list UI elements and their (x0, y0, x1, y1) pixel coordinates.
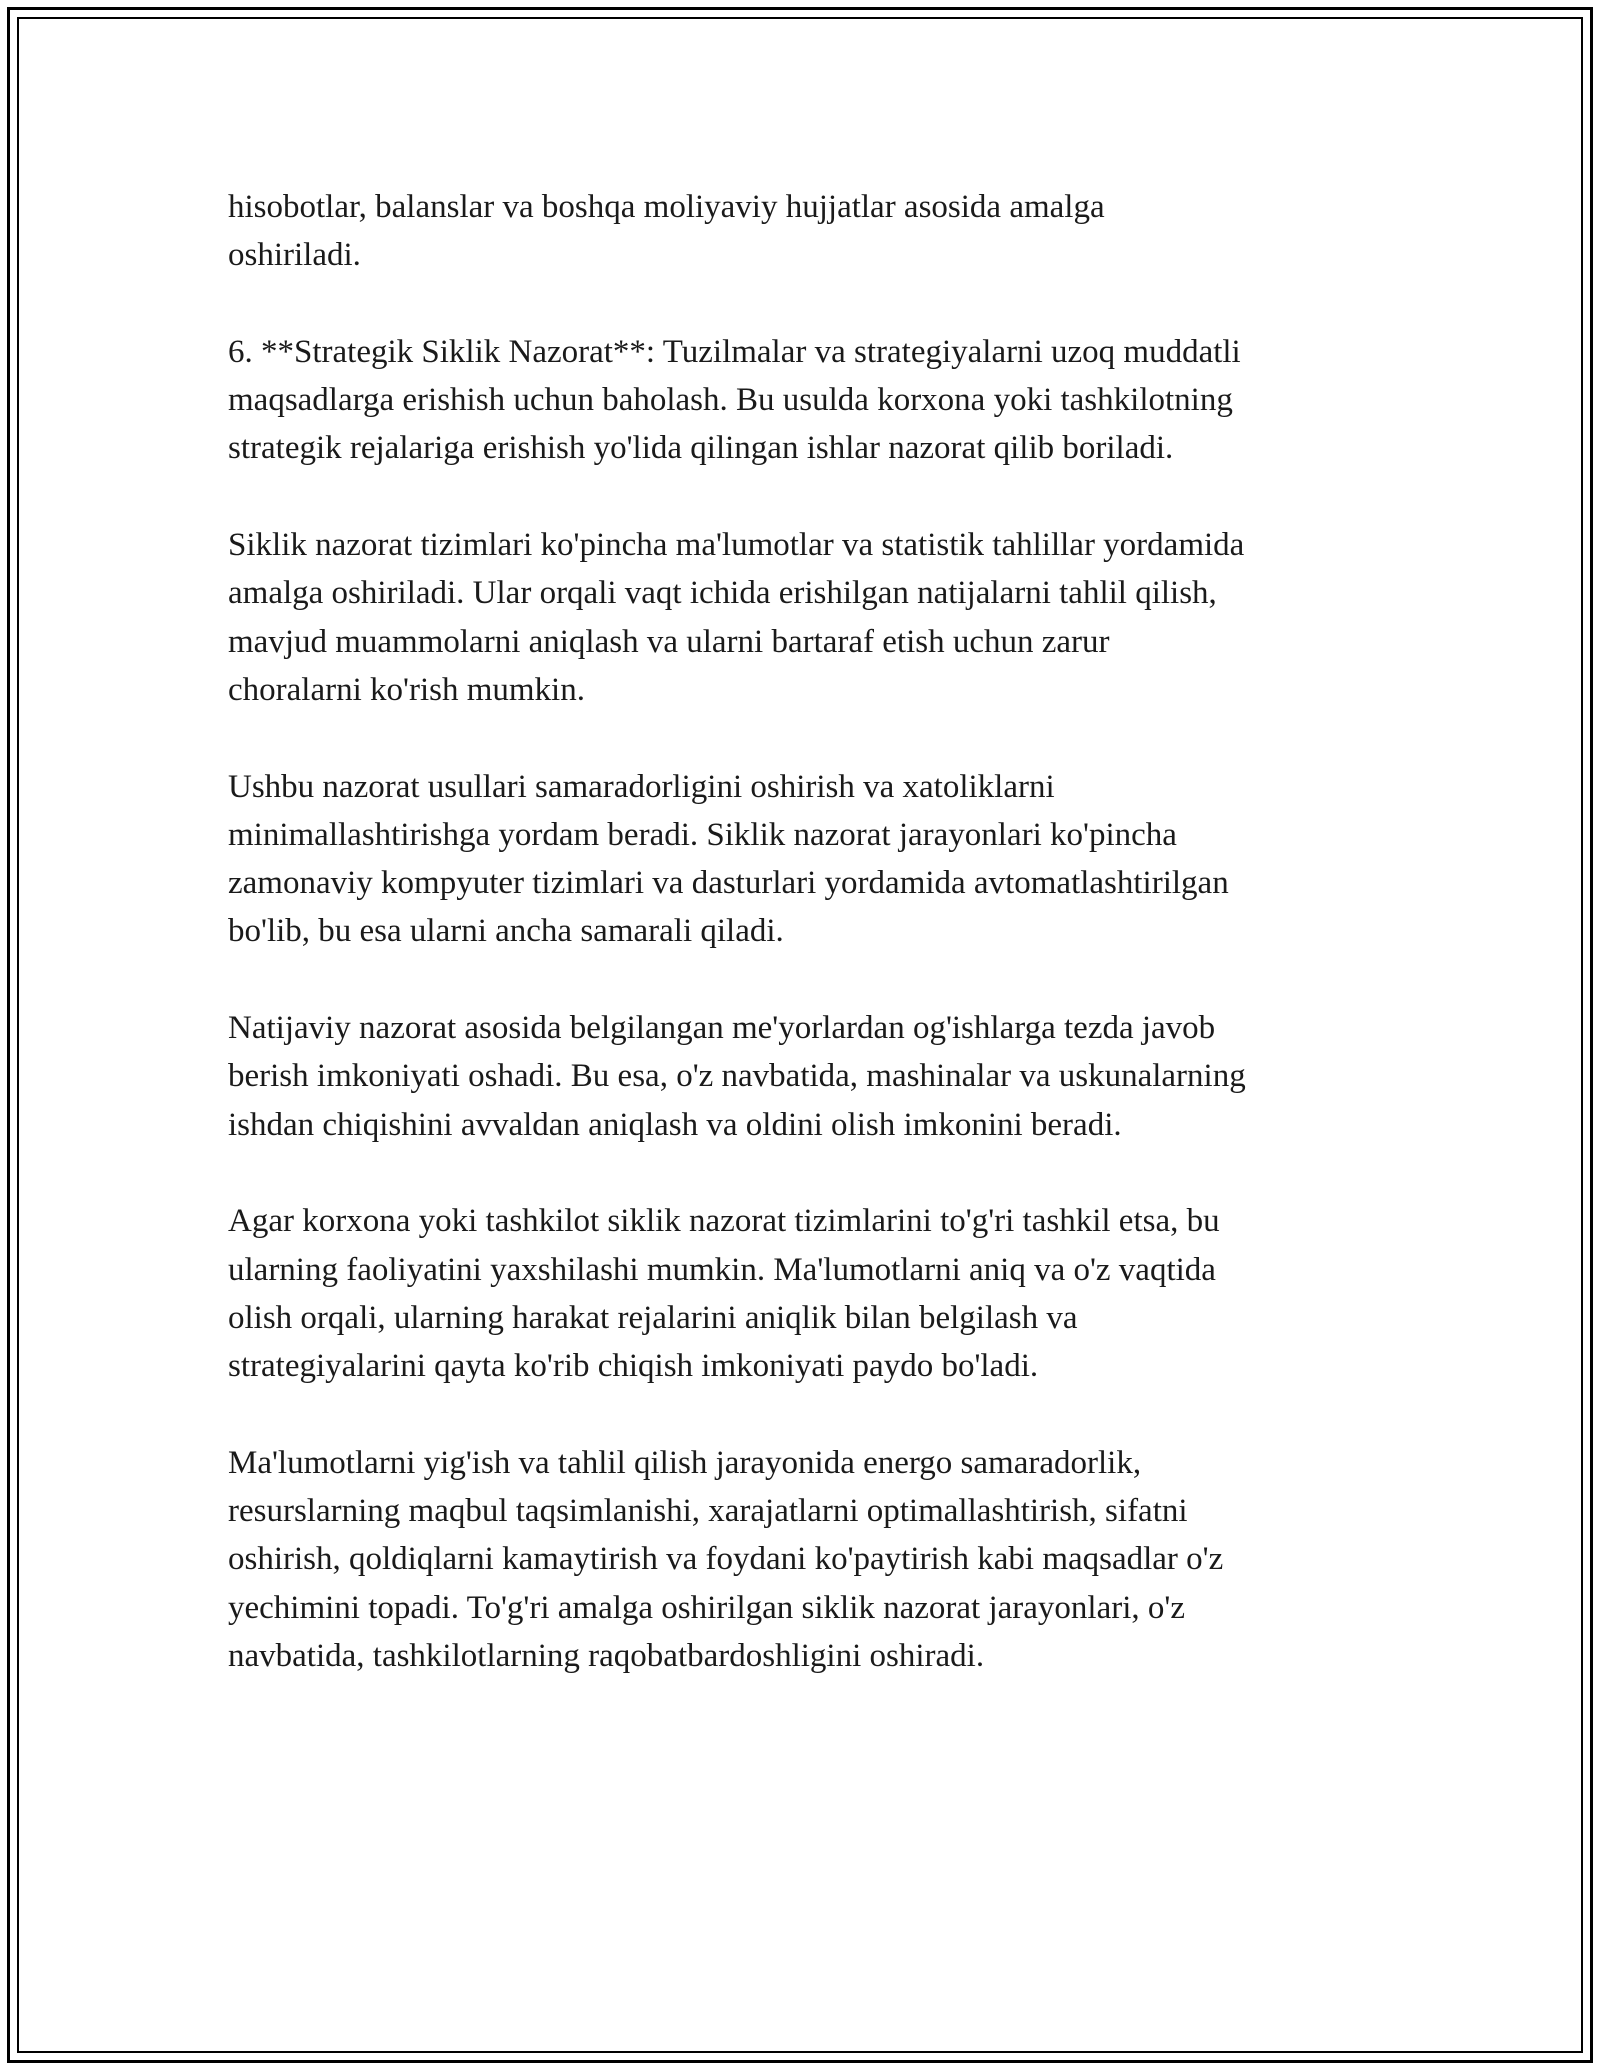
text-line: olish orqali, ularning harakat rejalarini aniqlik bilan belgilash va (228, 1299, 1078, 1336)
text-line: Agar korxona yoki tashkilot siklik nazorat tizimlarini to'g'ri tashkil etsa, bu (228, 1203, 1220, 1240)
text-line: hisobotlar, balanslar va boshqa moliyaviy hujjatlar asosida amalga (228, 189, 1105, 225)
text-line: oshirish, qoldiqlarni kamaytirish va foydani ko'paytirish kabi maqsadlar o'z (228, 1541, 1224, 1578)
text-line: strategik rejalariga erishish yo'lida qilingan ishlar nazorat qilib boriladi. (228, 430, 1174, 467)
paragraph (228, 183, 1388, 280)
text-line: Ushbu nazorat usullari samaradorligini oshirish va xatoliklarni (228, 768, 1055, 805)
text-line: Natijaviy nazorat asosida belgilangan me'yorlardan og'ishlarga tezda javob (228, 1010, 1216, 1047)
paragraph (228, 1004, 1388, 1149)
text-line: choralarni ko'rish mumkin. (228, 671, 585, 708)
paragraph (228, 1197, 1388, 1390)
text-line: bo'lib, bu esa ularni ancha samarali qiladi. (228, 913, 784, 950)
text-line: Siklik nazorat tizimlari ko'pincha ma'lumotlar va statistik tahlillar yordamida (228, 527, 1245, 564)
text-line: navbatida, tashkilotlarning raqobatbardoshligini oshiradi. (228, 1637, 985, 1674)
text-line: ularning faoliyatini yaxshilashi mumkin. Ma'lumotlarni aniq va o'z vaqtida (228, 1251, 1216, 1288)
text-line: Ma'lumotlarni yig'ish va tahlil qilish jarayonida energo samaradorlik, (228, 1444, 1142, 1481)
paragraph (228, 328, 1388, 473)
text-line: minimallashtirishga yordam beradi. Siklik nazorat jarayonlari ko'pincha (228, 816, 1177, 853)
document-body (228, 183, 1388, 1729)
text-line: zamonaviy kompyuter tizimlari va dasturlari yordamida avtomatlashtirilgan (228, 865, 1229, 902)
text-line: yechimini topadi. To'g'ri amalga oshirilgan siklik nazorat jarayonlari, o'z (228, 1589, 1185, 1626)
paragraph (228, 1439, 1388, 1680)
text-line: 6. **Strategik Siklik Nazorat**: Tuzilmalar va strategiyalarni uzoq muddatli (228, 333, 1241, 370)
paragraph (228, 763, 1388, 956)
text-line: maqsadlarga erishish uchun baholash. Bu usulda korxona yoki tashkilotning (228, 382, 1233, 419)
text-line: mavjud muammolarni aniqlash va ularni bartaraf etish uchun zarur (228, 623, 1110, 660)
text-line: oshiriladi. (228, 237, 361, 274)
text-line: strategiyalarini qayta ko'rib chiqish imkoniyati paydo bo'ladi. (228, 1348, 1039, 1385)
text-line: amalga oshiriladi. Ular orqali vaqt ichida erishilgan natijalarni tahlil qilish, (228, 575, 1217, 612)
paragraph (228, 521, 1388, 714)
text-line: resurslarning maqbul taqsimlanishi, xarajatlarni optimallashtirish, sifatni (228, 1493, 1188, 1530)
text-line: berish imkoniyati oshadi. Bu esa, o'z navbatida, mashinalar va uskunalarning (228, 1058, 1246, 1095)
text-line: ishdan chiqishini avvaldan aniqlash va oldini olish imkonini beradi. (228, 1106, 1122, 1143)
